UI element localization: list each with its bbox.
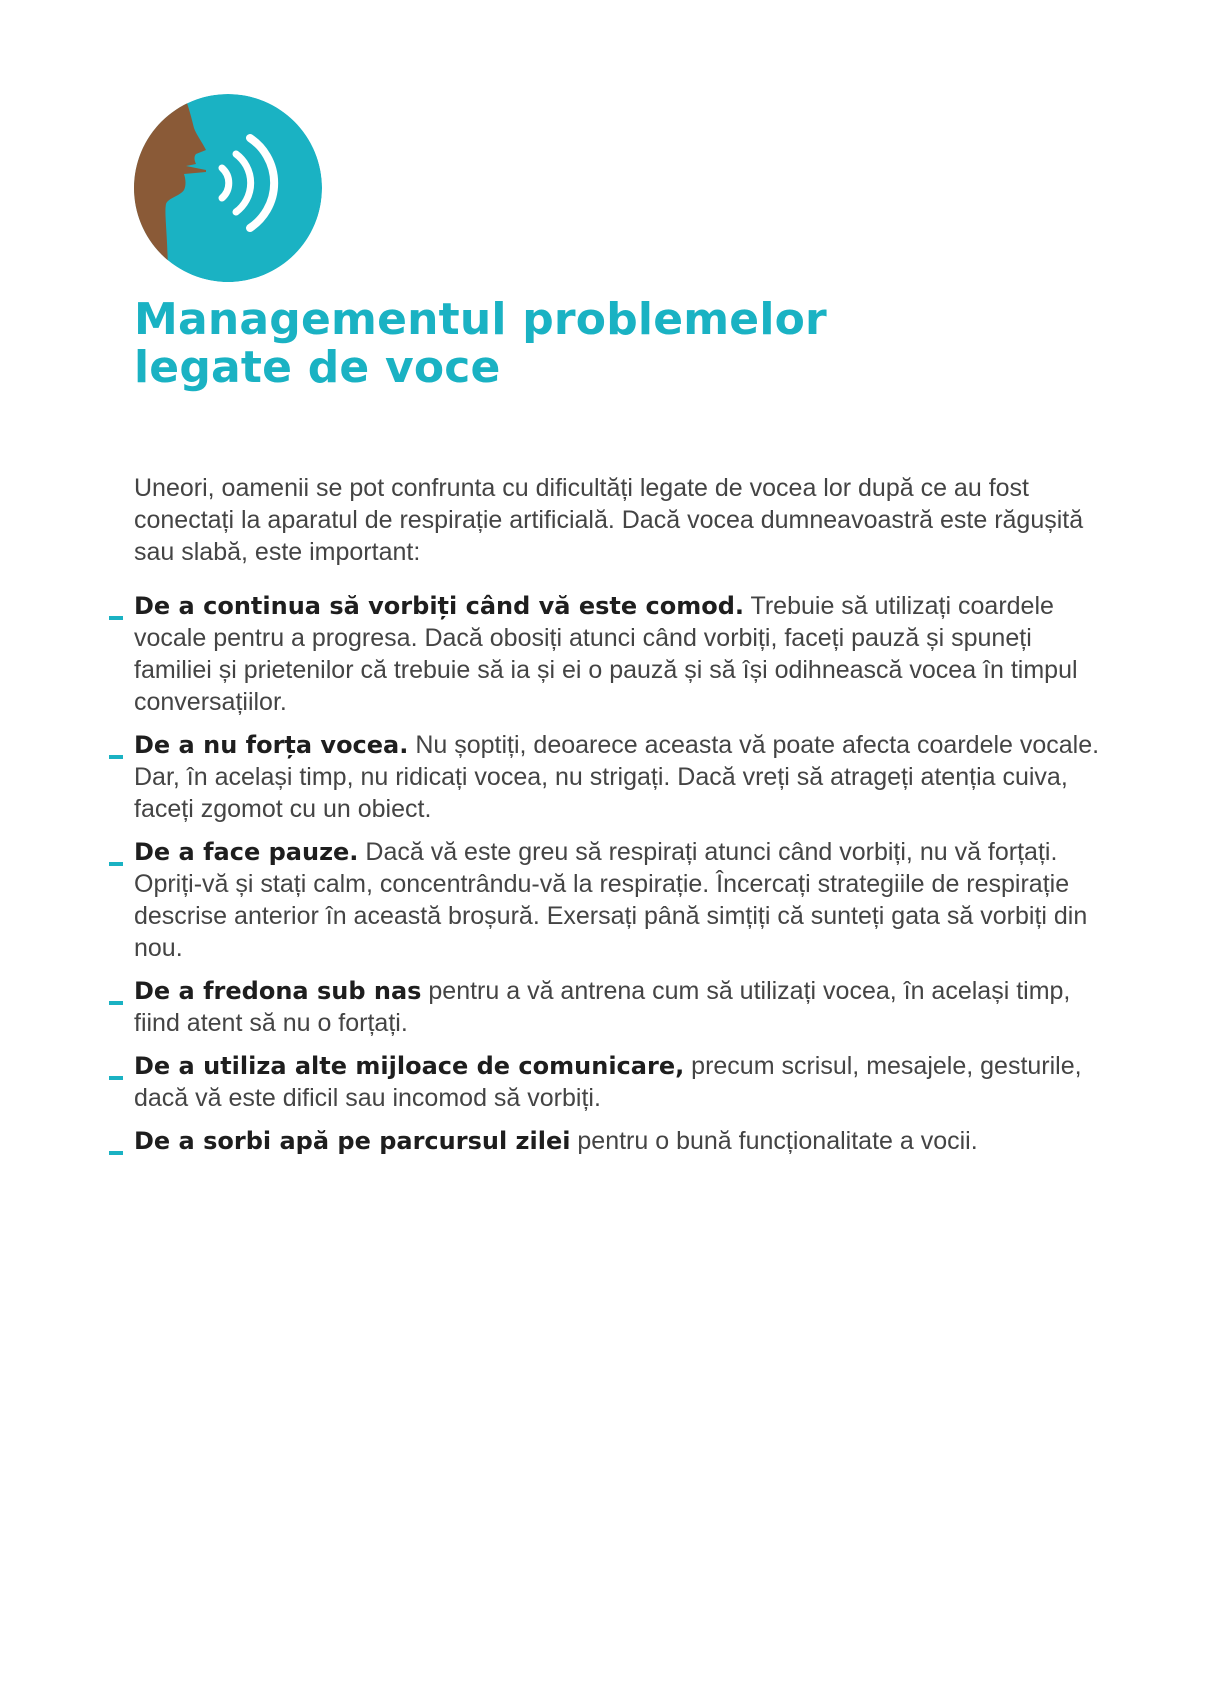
list-item-lead: De a fredona sub nas [134, 977, 422, 1005]
list-item-text: Nu șoptiți, deoarece aceasta vă poate afecta coardele vocale. Dar, în același timp, nu ridicați vocea, nu strigați. Dacă vreți să atrageți atenția cuiva, faceți zgomot cu un obiect. [134, 731, 1100, 823]
advice-list [134, 590, 1109, 1168]
list-item [134, 1125, 1109, 1157]
list-item [134, 590, 1109, 718]
bullet-dash-icon [109, 1151, 123, 1155]
list-item-text: precum scrisul, mesajele, gesturile, dacă vă este dificil sau incomod să vorbiți. [134, 1052, 1082, 1112]
bullet-dash-icon [109, 755, 123, 759]
bullet-dash-icon [109, 1001, 123, 1005]
bullet-dash-icon [109, 616, 123, 620]
bullet-dash-icon [109, 862, 123, 866]
page-title-line-2: legate de voce [134, 342, 501, 393]
list-item-text: pentru a vă antrena cum să utilizați vocea, în același timp, fiind atent să nu o forțați. [134, 977, 1071, 1037]
bullet-dash-icon [109, 1076, 123, 1080]
list-item-lead: De a utiliza alte mijloace de comunicare, [134, 1052, 685, 1080]
list-item-lead: De a nu forța vocea. [134, 731, 409, 759]
list-item [134, 1050, 1109, 1114]
list-item-lead: De a face pauze. [134, 838, 359, 866]
list-item-text: Dacă vă este greu să respirați atunci când vorbiți, nu vă forțați. Opriți-vă și stați calm, concentrându-vă la respirație. Încercați strategiile de respirație descrise anterior în această broșură. Exersați până simțiți că sunteți gata să vorbiți din nou. [134, 838, 1088, 962]
speaking-person-icon [134, 94, 322, 282]
list-item-lead: De a continua să vorbiți când vă este comod. [134, 592, 745, 620]
list-item-text: Trebuie să utilizați coardele vocale pentru a progresa. Dacă obosiți atunci când vorbiți, faceți pauză și spuneți familiei și prietenilor că trebuie să ia și ei o pauză și să își odihnească vocea în timpul conversațiilor. [134, 592, 1078, 716]
list-item-lead: De a sorbi apă pe parcursul zilei [134, 1127, 571, 1155]
intro-paragraph: Uneori, oamenii se pot confrunta cu dificultăți legate de vocea lor după ce au fost conectați la aparatul de respirație artificială. Dacă vocea dumneavoastră este răgușită sau slabă, este important: [134, 474, 1084, 566]
list-item-text: pentru o bună funcționalitate a vocii. [570, 1127, 978, 1155]
list-item [134, 836, 1109, 964]
list-item [134, 729, 1109, 825]
list-item [134, 975, 1109, 1039]
page-title [134, 296, 827, 392]
page-title-line-1: Managementul problemelor [134, 294, 827, 345]
